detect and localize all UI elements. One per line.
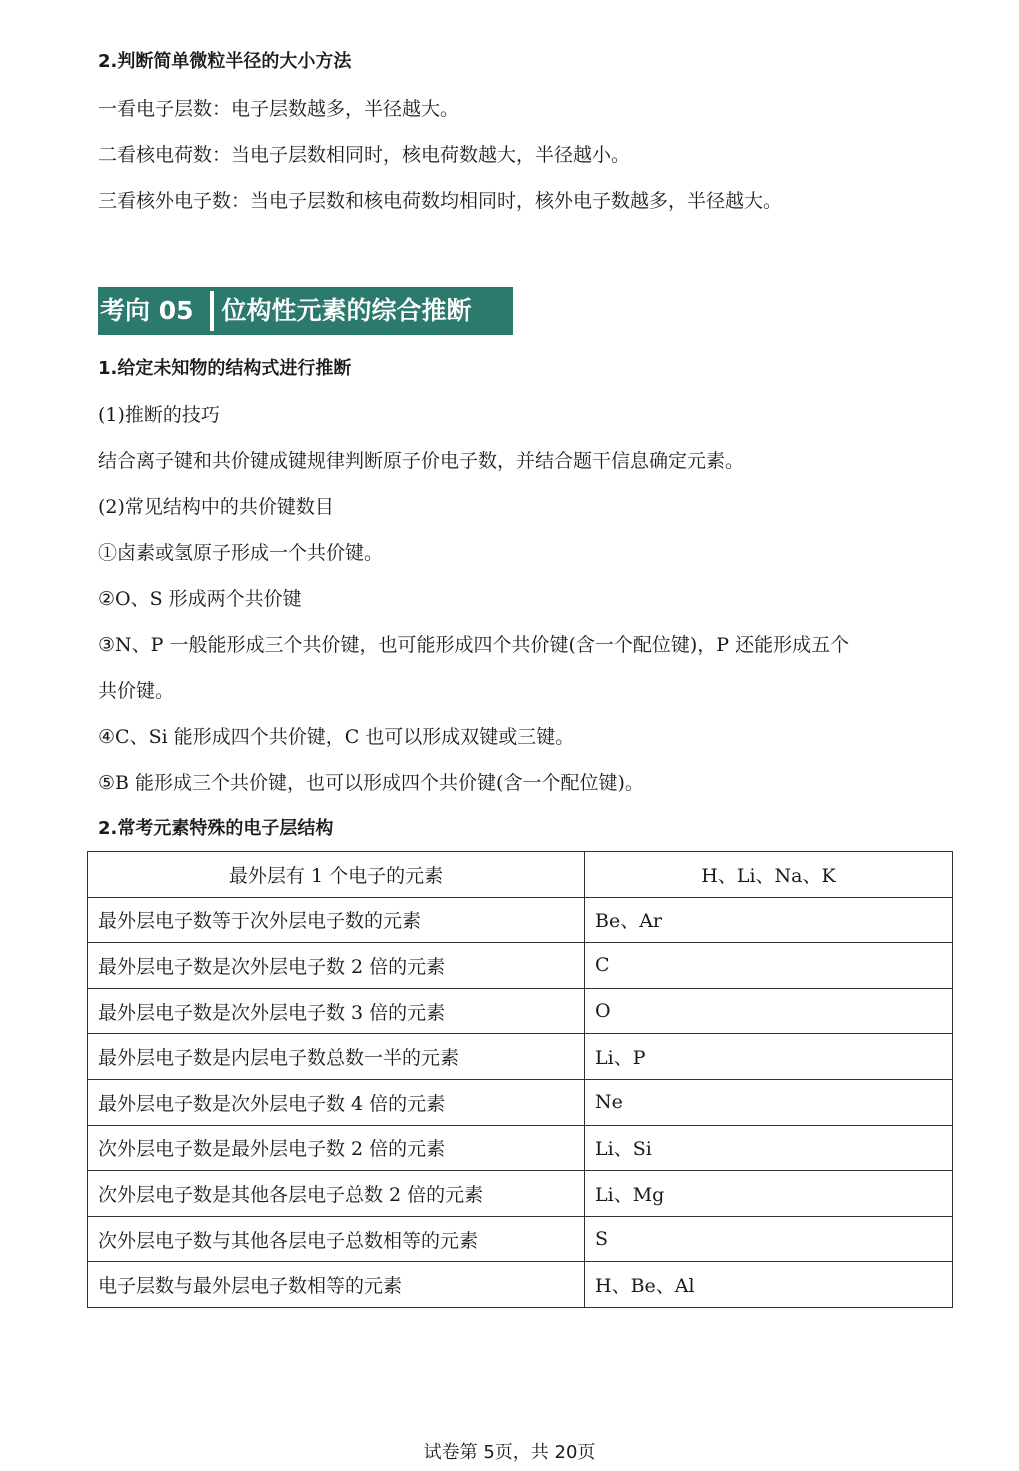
table-cell: 最外层电子数是次外层电子数 2 倍的元素 xyxy=(88,943,585,989)
table-row xyxy=(88,1034,953,1080)
table-cell: O xyxy=(585,988,953,1034)
table-cell: Be、Ar xyxy=(585,897,953,943)
electron-structure-table xyxy=(87,851,953,1308)
table-cell: S xyxy=(585,1216,953,1262)
part1-sub1: (1)推断的技巧 xyxy=(98,404,220,426)
radius-rule-1: 一看电子层数：电子层数越多，半径越大。 xyxy=(98,98,460,120)
bond-item-3: ③N、P 一般能形成三个共价键，也可能形成四个共价键(含一个配位键)，P 还能形成五个 xyxy=(98,634,850,656)
radius-rule-3: 三看核外电子数：当电子层数和核电荷数均相同时，核外电子数越多，半径越大。 xyxy=(98,190,783,212)
table-cell: Li、P xyxy=(585,1034,953,1080)
table-row xyxy=(88,988,953,1034)
banner-tag: 考向 05 xyxy=(100,296,194,325)
bond-item-2: ②O、S 形成两个共价键 xyxy=(98,588,302,610)
banner-divider xyxy=(210,291,214,331)
table-row xyxy=(88,1171,953,1217)
table-cell: 最外层电子数是次外层电子数 3 倍的元素 xyxy=(88,988,585,1034)
radius-rule-2: 二看核电荷数：当电子层数相同时，核电荷数越大，半径越小。 xyxy=(98,144,631,166)
table-header-row xyxy=(88,852,953,898)
part1-sub2: (2)常见结构中的共价键数目 xyxy=(98,496,334,518)
part1-title: 1.给定未知物的结构式进行推断 xyxy=(98,358,352,379)
table-row xyxy=(88,1125,953,1171)
section-banner xyxy=(98,287,513,335)
table-row xyxy=(88,897,953,943)
part1-sub1-text: 结合离子键和共价键成键规律判断原子价电子数，并结合题干信息确定元素。 xyxy=(98,450,745,472)
banner-title: 位构性元素的综合推断 xyxy=(221,296,472,325)
table-cell: 次外层电子数是最外层电子数 2 倍的元素 xyxy=(88,1125,585,1171)
table-cell: 最外层电子数是内层电子数总数一半的元素 xyxy=(88,1034,585,1080)
table-row xyxy=(88,1079,953,1125)
table-cell: 次外层电子数是其他各层电子总数 2 倍的元素 xyxy=(88,1171,585,1217)
table-row xyxy=(88,943,953,989)
table-cell: 次外层电子数与其他各层电子总数相等的元素 xyxy=(88,1216,585,1262)
bond-item-1: ①卤素或氢原子形成一个共价键。 xyxy=(98,542,384,564)
section-heading-radius: 2.判断简单微粒半径的大小方法 xyxy=(98,51,352,72)
page-footer: 试卷第 5页，共 20页 xyxy=(423,1442,596,1463)
table-cell: Ne xyxy=(585,1079,953,1125)
table-cell: Li、Mg xyxy=(585,1171,953,1217)
part2-title: 2.常考元素特殊的电子层结构 xyxy=(98,818,334,839)
bond-item-4: ④C、Si 能形成四个共价键，C 也可以形成双键或三键。 xyxy=(98,726,575,748)
table-cell: 电子层数与最外层电子数相等的元素 xyxy=(88,1262,585,1308)
bond-item-5: ⑤B 能形成三个共价键，也可以形成四个共价键(含一个配位键)。 xyxy=(98,772,644,794)
table-row xyxy=(88,1216,953,1262)
table-cell: 最外层电子数是次外层电子数 4 倍的元素 xyxy=(88,1079,585,1125)
table-cell: 最外层有 1 个电子的元素 xyxy=(88,852,585,898)
table-cell: H、Be、Al xyxy=(585,1262,953,1308)
table-cell: C xyxy=(585,943,953,989)
table-row xyxy=(88,1262,953,1308)
bond-item-3-cont: 共价键。 xyxy=(98,680,175,702)
table-cell: H、Li、Na、K xyxy=(585,852,953,898)
table-cell: 最外层电子数等于次外层电子数的元素 xyxy=(88,897,585,943)
table-cell: Li、Si xyxy=(585,1125,953,1171)
